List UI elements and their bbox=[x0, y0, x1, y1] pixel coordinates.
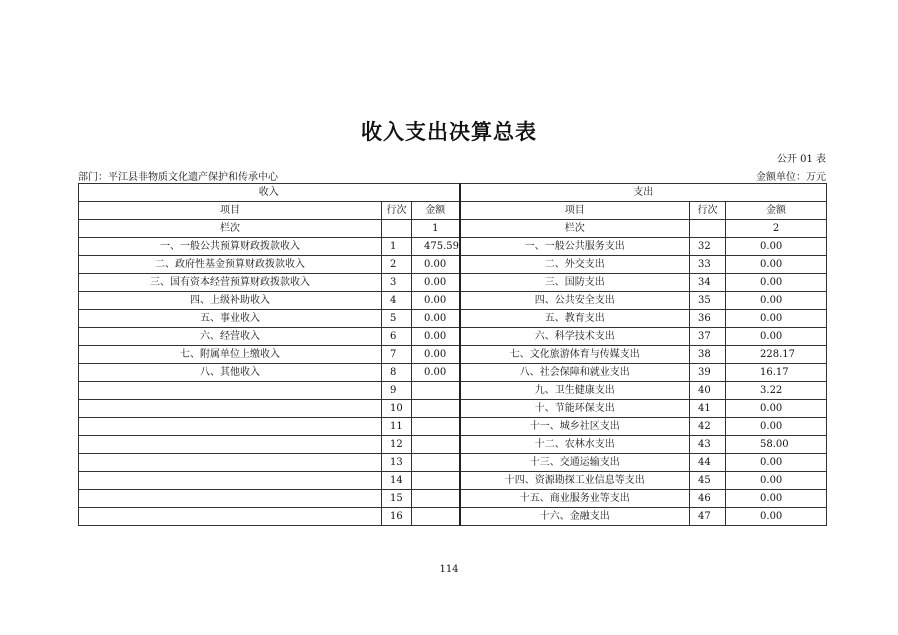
expense-row-no-cell: 45 bbox=[690, 472, 726, 490]
expense-row-no-cell: 34 bbox=[690, 274, 726, 292]
expense-item-cell: 十五、商业服务业等支出 bbox=[460, 490, 690, 508]
income-row-no-cell: 7 bbox=[382, 346, 412, 364]
income-row-no-cell: 2 bbox=[382, 256, 412, 274]
expense-amount-cell: 0.00 bbox=[726, 490, 827, 508]
header-row-col-numbers bbox=[79, 220, 827, 238]
income-item-cell bbox=[79, 418, 382, 436]
income-item-cell: 三、国有资本经营预算财政拨款收入 bbox=[79, 274, 382, 292]
table-row bbox=[79, 436, 827, 454]
income-amount-cell: 0.00 bbox=[412, 328, 460, 346]
income-col-number: 1 bbox=[412, 220, 460, 238]
income-amount-header: 金额 bbox=[412, 202, 460, 220]
income-item-cell bbox=[79, 382, 382, 400]
expense-amount-cell: 0.00 bbox=[726, 418, 827, 436]
income-row-no-header: 行次 bbox=[382, 202, 412, 220]
income-item-cell bbox=[79, 400, 382, 418]
expense-amount-cell: 0.00 bbox=[726, 508, 827, 526]
income-item-cell: 二、政府性基金预算财政拨款收入 bbox=[79, 256, 382, 274]
header-row-columns bbox=[79, 202, 827, 220]
income-item-cell bbox=[79, 472, 382, 490]
expense-col-number: 2 bbox=[726, 220, 827, 238]
income-expense-table bbox=[78, 183, 827, 526]
income-amount-cell: 0.00 bbox=[412, 274, 460, 292]
income-item-cell: 一、一般公共预算财政拨款收入 bbox=[79, 238, 382, 256]
expense-amount-cell: 0.00 bbox=[726, 472, 827, 490]
income-amount-cell bbox=[412, 436, 460, 454]
expense-item-cell: 七、文化旅游体育与传媒支出 bbox=[460, 346, 690, 364]
form-number: 公开 01 表 bbox=[776, 154, 826, 165]
expense-amount-header: 金额 bbox=[726, 202, 827, 220]
income-amount-cell: 0.00 bbox=[412, 292, 460, 310]
expense-item-cell: 九、卫生健康支出 bbox=[460, 382, 690, 400]
expense-row-no-cell: 40 bbox=[690, 382, 726, 400]
expense-row-no-cell: 32 bbox=[690, 238, 726, 256]
department-label: 部门：平江县非物质文化遗产保护和传承中心 bbox=[78, 172, 278, 183]
expense-item-cell: 十一、城乡社区支出 bbox=[460, 418, 690, 436]
table-row bbox=[79, 508, 827, 526]
expense-item-cell: 十六、金融支出 bbox=[460, 508, 690, 526]
income-row-no-cell: 1 bbox=[382, 238, 412, 256]
expense-row-no-cell: 44 bbox=[690, 454, 726, 472]
expense-amount-cell: 3.22 bbox=[726, 382, 827, 400]
amount-unit-label: 金额单位：万元 bbox=[756, 172, 826, 183]
expense-amount-cell: 16.17 bbox=[726, 364, 827, 382]
expense-item-cell: 十四、资源勘探工业信息等支出 bbox=[460, 472, 690, 490]
expense-section-header: 支出 bbox=[460, 184, 827, 202]
table-row bbox=[79, 292, 827, 310]
expense-item-cell: 十、节能环保支出 bbox=[460, 400, 690, 418]
expense-row-no-cell: 43 bbox=[690, 436, 726, 454]
income-item-cell bbox=[79, 436, 382, 454]
income-amount-cell bbox=[412, 454, 460, 472]
income-row-no-cell: 14 bbox=[382, 472, 412, 490]
income-item-cell: 四、上级补助收入 bbox=[79, 292, 382, 310]
expense-col-blank bbox=[690, 220, 726, 238]
income-amount-cell: 475.59 bbox=[412, 238, 460, 256]
expense-amount-cell: 0.00 bbox=[726, 454, 827, 472]
expense-item-cell: 六、科学技术支出 bbox=[460, 328, 690, 346]
table-row bbox=[79, 328, 827, 346]
table-row bbox=[79, 400, 827, 418]
expense-row-no-cell: 37 bbox=[690, 328, 726, 346]
income-amount-cell bbox=[412, 508, 460, 526]
income-amount-cell bbox=[412, 382, 460, 400]
income-amount-cell bbox=[412, 418, 460, 436]
table-row bbox=[79, 418, 827, 436]
income-item-cell bbox=[79, 508, 382, 526]
income-row-no-cell: 10 bbox=[382, 400, 412, 418]
income-row-no-cell: 5 bbox=[382, 310, 412, 328]
expense-item-cell: 四、公共安全支出 bbox=[460, 292, 690, 310]
expense-item-cell: 八、社会保障和就业支出 bbox=[460, 364, 690, 382]
expense-item-cell: 一、一般公共服务支出 bbox=[460, 238, 690, 256]
income-amount-cell: 0.00 bbox=[412, 256, 460, 274]
expense-item-cell: 十二、农林水支出 bbox=[460, 436, 690, 454]
table-row bbox=[79, 274, 827, 292]
income-item-header: 项目 bbox=[79, 202, 382, 220]
table-row bbox=[79, 472, 827, 490]
income-item-cell: 五、事业收入 bbox=[79, 310, 382, 328]
table-row bbox=[79, 238, 827, 256]
page-number: 114 bbox=[439, 564, 459, 575]
expense-row-no-cell: 35 bbox=[690, 292, 726, 310]
expense-row-no-cell: 39 bbox=[690, 364, 726, 382]
expense-item-header: 项目 bbox=[460, 202, 690, 220]
income-col-blank bbox=[382, 220, 412, 238]
income-row-no-cell: 12 bbox=[382, 436, 412, 454]
expense-amount-cell: 0.00 bbox=[726, 292, 827, 310]
income-item-cell: 七、附属单位上缴收入 bbox=[79, 346, 382, 364]
expense-item-cell: 十三、交通运输支出 bbox=[460, 454, 690, 472]
income-row-no-cell: 9 bbox=[382, 382, 412, 400]
page-title: 收入支出决算总表 bbox=[361, 120, 537, 144]
expense-row-no-cell: 41 bbox=[690, 400, 726, 418]
income-amount-cell: 0.00 bbox=[412, 346, 460, 364]
income-item-cell bbox=[79, 454, 382, 472]
income-amount-cell: 0.00 bbox=[412, 364, 460, 382]
table-row bbox=[79, 490, 827, 508]
expense-amount-cell: 0.00 bbox=[726, 274, 827, 292]
expense-row-no-cell: 42 bbox=[690, 418, 726, 436]
expense-amount-cell: 0.00 bbox=[726, 328, 827, 346]
table-row bbox=[79, 382, 827, 400]
income-row-no-cell: 16 bbox=[382, 508, 412, 526]
income-amount-cell bbox=[412, 472, 460, 490]
expense-amount-cell: 0.00 bbox=[726, 238, 827, 256]
table-row bbox=[79, 364, 827, 382]
income-item-cell: 六、经营收入 bbox=[79, 328, 382, 346]
expense-item-cell: 二、外交支出 bbox=[460, 256, 690, 274]
income-section-header: 收入 bbox=[79, 184, 460, 202]
income-row-no-cell: 4 bbox=[382, 292, 412, 310]
expense-row-no-cell: 33 bbox=[690, 256, 726, 274]
income-row-no-cell: 11 bbox=[382, 418, 412, 436]
table-row bbox=[79, 256, 827, 274]
expense-row-no-header: 行次 bbox=[690, 202, 726, 220]
expense-amount-cell: 228.17 bbox=[726, 346, 827, 364]
expense-item-cell: 五、教育支出 bbox=[460, 310, 690, 328]
income-row-no-cell: 8 bbox=[382, 364, 412, 382]
expense-amount-cell: 0.00 bbox=[726, 256, 827, 274]
income-row-no-cell: 15 bbox=[382, 490, 412, 508]
expense-col-label: 栏次 bbox=[460, 220, 690, 238]
expense-item-cell: 三、国防支出 bbox=[460, 274, 690, 292]
income-amount-cell: 0.00 bbox=[412, 310, 460, 328]
income-row-no-cell: 3 bbox=[382, 274, 412, 292]
expense-amount-cell: 58.00 bbox=[726, 436, 827, 454]
table-row bbox=[79, 310, 827, 328]
table-row bbox=[79, 346, 827, 364]
expense-row-no-cell: 47 bbox=[690, 508, 726, 526]
income-row-no-cell: 13 bbox=[382, 454, 412, 472]
income-col-label: 栏次 bbox=[79, 220, 382, 238]
expense-row-no-cell: 36 bbox=[690, 310, 726, 328]
income-amount-cell bbox=[412, 400, 460, 418]
expense-row-no-cell: 38 bbox=[690, 346, 726, 364]
income-amount-cell bbox=[412, 490, 460, 508]
expense-amount-cell: 0.00 bbox=[726, 400, 827, 418]
expense-amount-cell: 0.00 bbox=[726, 310, 827, 328]
income-item-cell: 八、其他收入 bbox=[79, 364, 382, 382]
income-row-no-cell: 6 bbox=[382, 328, 412, 346]
table-row bbox=[79, 454, 827, 472]
income-item-cell bbox=[79, 490, 382, 508]
header-row-sections bbox=[79, 184, 827, 202]
expense-row-no-cell: 46 bbox=[690, 490, 726, 508]
